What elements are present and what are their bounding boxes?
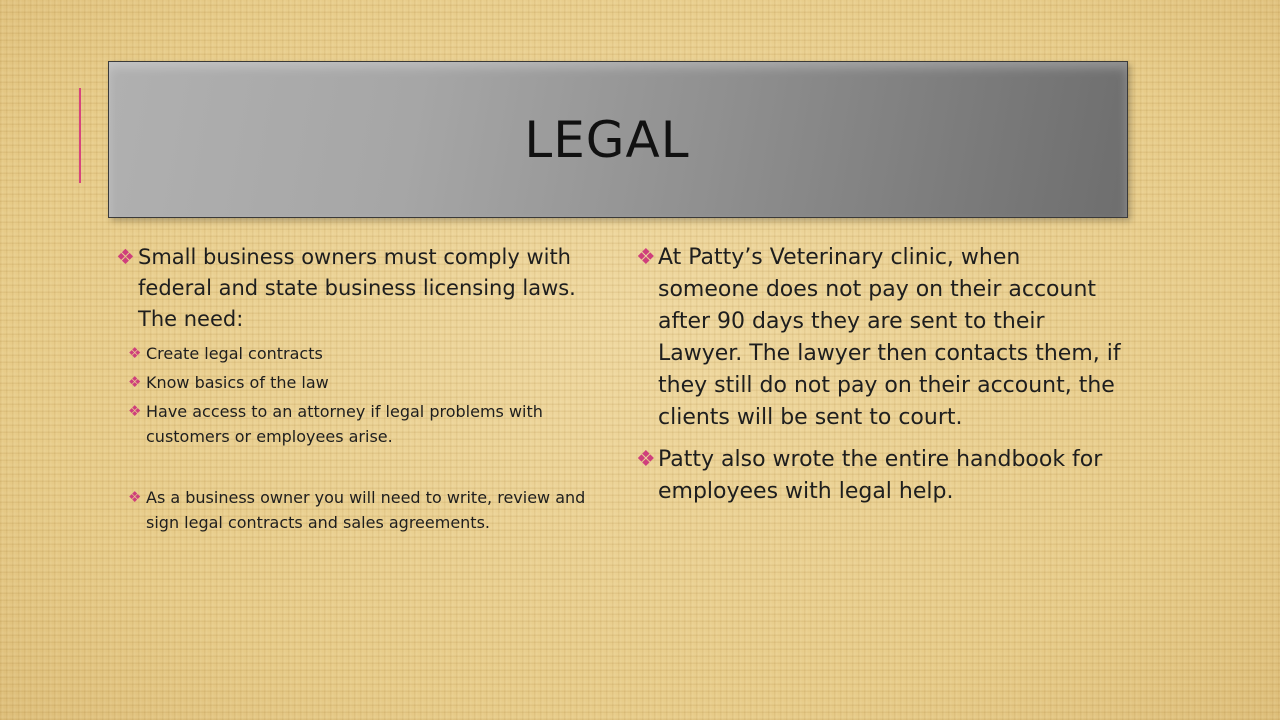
sub-bullet-item	[128, 341, 604, 366]
accent-line	[79, 88, 81, 183]
diamond-quad-icon: ❖	[128, 373, 142, 391]
title-bar	[108, 61, 1128, 218]
bullet-item	[634, 444, 1124, 508]
slide-title: LEGAL	[524, 111, 690, 169]
sub-bullet-item	[128, 399, 604, 449]
sub-bullet-item	[128, 485, 604, 535]
sub-bullet-text: Have access to an attorney if legal problems with customers or employees arise.	[146, 402, 543, 446]
left-column	[114, 242, 604, 535]
diamond-quad-icon: ❖	[128, 488, 142, 506]
bullet-text: At Patty’s Veterinary clinic, when someone does not pay on their account after 90 days they are sent to their Lawyer. The lawyer then contacts them, if they still do not pay on their account, the clients will be sent to court.	[658, 245, 1121, 430]
bullet-item	[634, 242, 1124, 434]
bullet-item	[114, 242, 604, 335]
diamond-quad-icon: ❖	[636, 245, 656, 270]
bullet-text: Patty also wrote the entire handbook for employees with legal help.	[658, 447, 1103, 504]
sub-bullet-text: Know basics of the law	[146, 373, 329, 392]
diamond-quad-icon: ❖	[636, 447, 656, 472]
diamond-quad-icon: ❖	[128, 402, 142, 420]
sub-bullet-item	[128, 370, 604, 395]
sub-bullet-text: As a business owner you will need to write, review and sign legal contracts and sales agreements.	[146, 488, 586, 532]
sub-bullet-text: Create legal contracts	[146, 344, 323, 363]
diamond-quad-icon: ❖	[116, 245, 135, 269]
right-column	[634, 242, 1124, 518]
diamond-quad-icon: ❖	[128, 344, 142, 362]
bullet-text: Small business owners must comply with federal and state business licensing laws. The need:	[138, 245, 576, 331]
